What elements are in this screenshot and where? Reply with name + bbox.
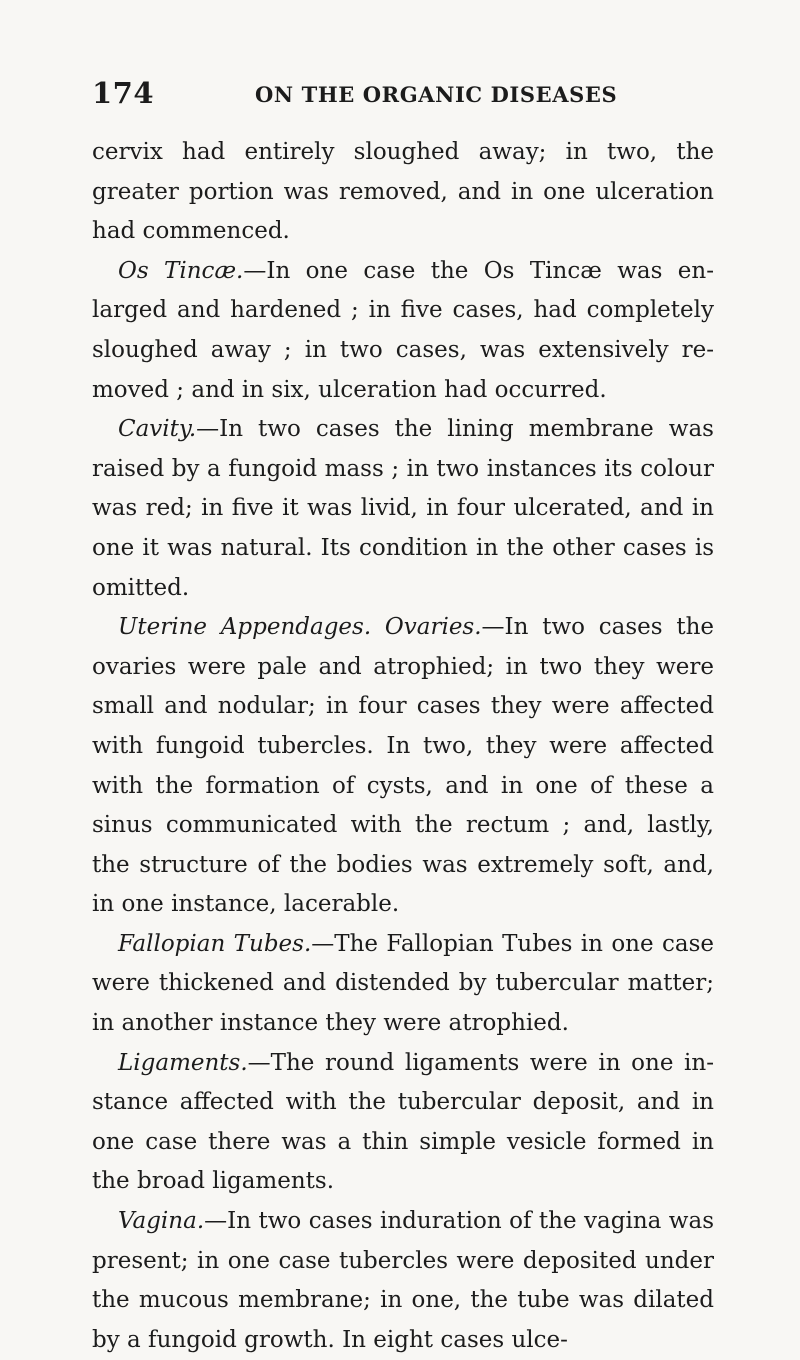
paragraph-os-tincae xyxy=(92,252,714,410)
paragraph-text: —In two cases induration of the vagina was present; in one case tubercles were deposited under the mucous membrane; in one, the tube was dilated by a fungoid growth. In eight cases ulce- xyxy=(92,1208,714,1353)
paragraph-text: —In two cases the ovaries were pale and atrophied; in two they were small and nodular; in four cases they were affected with fungoid tubercles. In two, they were affected with the formation of cysts, and in one of these a sinus communicated with the rectum ; and, lastly, the structure of the bodies was extremely soft, and, in one instance, lacerable. xyxy=(92,614,714,918)
paragraph-text: cervix had entirely sloughed away; in two, the greater portion was removed, and in one ulceration had commenced. xyxy=(92,139,714,245)
paragraph-ligaments xyxy=(92,1044,714,1202)
section-heading: Ligaments. xyxy=(118,1049,248,1076)
section-heading: Fallopian Tubes. xyxy=(118,930,312,957)
paragraph-vagina xyxy=(92,1202,714,1360)
paragraph-cavity xyxy=(92,410,714,608)
section-heading: Os Tincæ. xyxy=(118,257,244,284)
paragraph-uterine-appendages xyxy=(92,608,714,925)
paragraph-text: —The Fallopian Tubes in one case were thickened and distended by tubercular matter; in another instance they were atrophied. xyxy=(92,930,714,1037)
paragraph-continuation xyxy=(92,133,714,252)
paragraph-text: —In one case the Os Tincæ was en-larged and hardened ; in five cases, had completely sloughed away ; in two cases, was extensively re-moved ; and in six, ulceration had occurred. xyxy=(92,257,714,403)
page-number: 174 xyxy=(92,76,155,110)
section-heading: Cavity. xyxy=(118,416,197,443)
section-heading: Vagina. xyxy=(118,1208,205,1235)
paragraph-text: —In two cases the lining membrane was raised by a fungoid mass ; in two instances its colour was red; in five it was livid, in four ulcerated, and in one it was natural. Its condition in the other cases is omitted. xyxy=(92,416,714,601)
paragraph-fallopian-tubes xyxy=(92,925,714,1044)
paragraph-text: —The round ligaments were in one in-stance affected with the tubercular deposit, and in one case there was a thin simple vesicle formed in the broad ligaments. xyxy=(92,1049,714,1195)
body-text xyxy=(92,133,714,1360)
page-header xyxy=(92,76,712,116)
running-head: ON THE ORGANIC DISEASES xyxy=(255,82,618,107)
section-heading: Uterine Appendages. Ovaries. xyxy=(118,614,482,641)
